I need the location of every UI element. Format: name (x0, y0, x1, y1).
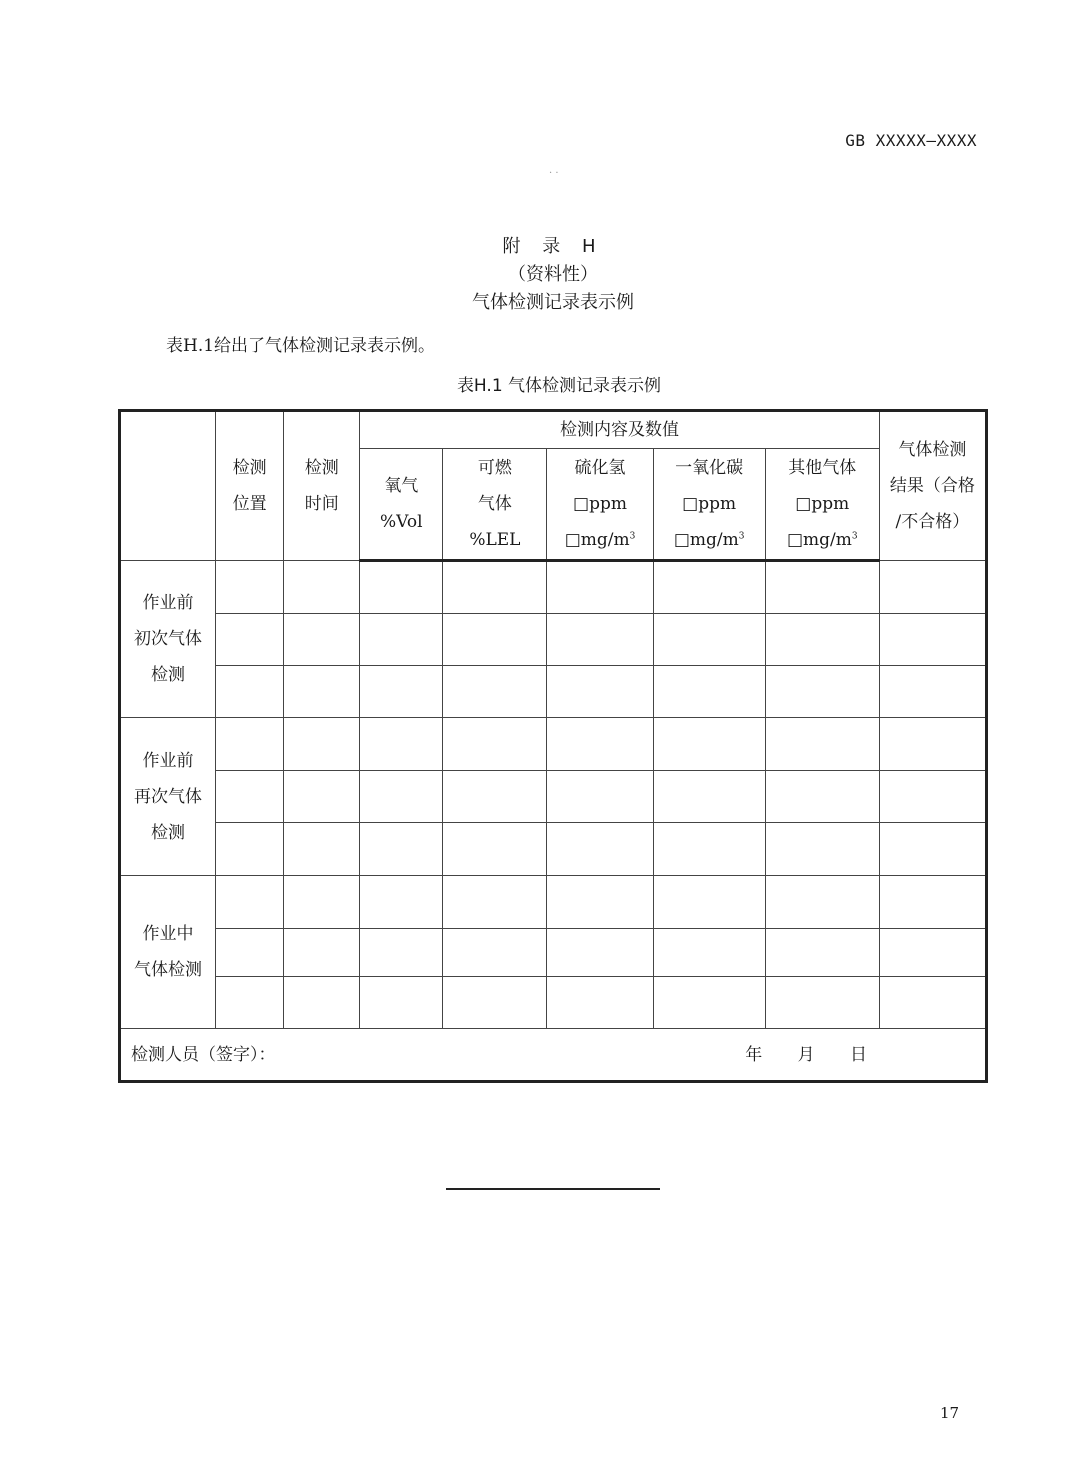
page-number: 17 (940, 1404, 960, 1422)
data-cell[interactable] (653, 929, 765, 977)
data-cell[interactable] (360, 666, 443, 718)
data-cell[interactable] (284, 718, 360, 771)
data-cell[interactable] (547, 771, 653, 823)
data-cell[interactable] (547, 561, 653, 614)
data-cell[interactable] (879, 561, 986, 614)
signature-cell[interactable] (120, 1029, 987, 1082)
data-cell[interactable] (765, 823, 879, 876)
data-cell[interactable] (765, 929, 879, 977)
data-cell[interactable] (360, 718, 443, 771)
data-cell[interactable] (547, 718, 653, 771)
data-cell[interactable] (284, 977, 360, 1029)
data-cell[interactable] (653, 823, 765, 876)
data-cell[interactable] (360, 929, 443, 977)
data-cell[interactable] (547, 823, 653, 876)
data-cell[interactable] (879, 929, 986, 977)
data-cell[interactable] (547, 614, 653, 666)
corner-cell (120, 411, 216, 561)
data-cell[interactable] (284, 666, 360, 718)
signature-label: 检测人员（签字）： (131, 1044, 276, 1065)
data-cell[interactable] (216, 614, 284, 666)
header-location: 检测 位置 (216, 411, 284, 561)
appendix-nature: （资料性） (508, 264, 598, 285)
data-cell[interactable] (765, 876, 879, 929)
intro-text: 表H.1给出了气体检测记录表示例。 (166, 336, 436, 356)
data-cell[interactable] (360, 876, 443, 929)
data-cell[interactable] (879, 876, 986, 929)
data-cell[interactable] (547, 666, 653, 718)
data-cell[interactable] (443, 823, 547, 876)
data-cell[interactable] (879, 977, 986, 1029)
date-day: 日 (850, 1044, 867, 1065)
data-cell[interactable] (765, 614, 879, 666)
data-cell[interactable] (653, 718, 765, 771)
data-cell[interactable] (547, 977, 653, 1029)
table-row (120, 666, 987, 718)
signature-row (120, 1029, 987, 1082)
table-row (120, 977, 987, 1029)
data-cell[interactable] (653, 977, 765, 1029)
data-cell[interactable] (765, 771, 879, 823)
data-cell[interactable] (216, 718, 284, 771)
data-cell[interactable] (443, 718, 547, 771)
data-cell[interactable] (284, 876, 360, 929)
data-cell[interactable] (547, 929, 653, 977)
data-cell[interactable] (443, 977, 547, 1029)
data-cell[interactable] (360, 977, 443, 1029)
gas-detection-record-table (118, 409, 988, 1083)
data-cell[interactable] (360, 614, 443, 666)
data-cell[interactable] (284, 614, 360, 666)
data-cell[interactable] (765, 977, 879, 1029)
data-cell[interactable] (216, 771, 284, 823)
data-cell[interactable] (653, 614, 765, 666)
data-cell[interactable] (216, 929, 284, 977)
data-cell[interactable] (879, 666, 986, 718)
table-row (120, 771, 987, 823)
data-cell[interactable] (443, 561, 547, 614)
header-other-gas: 其他气体 □ppm $□mg/m^3$ (765, 449, 879, 561)
data-cell[interactable] (284, 561, 360, 614)
table-row (120, 718, 987, 771)
header-oxygen: 氧气 %Vol (360, 449, 443, 561)
table-row (120, 561, 987, 614)
end-divider-line (446, 1188, 660, 1190)
data-cell[interactable] (360, 771, 443, 823)
table-row (120, 929, 987, 977)
data-cell[interactable] (360, 561, 443, 614)
appendix-title: 附 录 H (502, 236, 604, 257)
group-label-during: 作业中 气体检测 (120, 876, 216, 1029)
header-h2s: 硫化氢 □ppm $□mg/m^3$ (547, 449, 653, 561)
header-time: 检测 时间 (284, 411, 360, 561)
data-cell[interactable] (216, 823, 284, 876)
data-cell[interactable] (284, 929, 360, 977)
data-cell[interactable] (216, 666, 284, 718)
standard-code: GB XXXXX—XXXX (845, 131, 977, 150)
data-cell[interactable] (879, 718, 986, 771)
group-label-initial: 作业前 初次气体 检测 (120, 561, 216, 718)
date-month: 月 (797, 1044, 815, 1065)
header-combustible: 可燃 气体 %LEL (443, 449, 547, 561)
data-cell[interactable] (443, 614, 547, 666)
data-cell[interactable] (216, 977, 284, 1029)
data-cell[interactable] (653, 561, 765, 614)
data-cell[interactable] (216, 876, 284, 929)
data-cell[interactable] (765, 561, 879, 614)
data-cell[interactable] (443, 771, 547, 823)
data-cell[interactable] (547, 876, 653, 929)
group-label-repeat: 作业前 再次气体 检测 (120, 718, 216, 876)
data-cell[interactable] (360, 823, 443, 876)
appendix-name: 气体检测记录表示例 (472, 292, 634, 313)
data-cell[interactable] (653, 666, 765, 718)
table-caption: 表H.1 气体检测记录表示例 (456, 376, 662, 396)
data-cell[interactable] (653, 876, 765, 929)
table-row (120, 823, 987, 876)
header-marks: · · (549, 168, 559, 179)
data-cell[interactable] (879, 771, 986, 823)
data-cell[interactable] (653, 771, 765, 823)
data-cell[interactable] (765, 718, 879, 771)
data-cell[interactable] (443, 876, 547, 929)
header-content-group: 检测内容及数值 (360, 411, 880, 449)
data-cell[interactable] (443, 666, 547, 718)
data-cell[interactable] (765, 666, 879, 718)
data-cell[interactable] (216, 561, 284, 614)
data-cell[interactable] (879, 614, 986, 666)
table-row (120, 876, 987, 929)
data-cell[interactable] (284, 823, 360, 876)
data-cell[interactable] (879, 823, 986, 876)
date-year: 年 (745, 1044, 763, 1065)
data-cell[interactable] (443, 929, 547, 977)
data-cell[interactable] (284, 771, 360, 823)
table-row (120, 614, 987, 666)
header-co: 一氧化碳 □ppm $□mg/m^3$ (653, 449, 765, 561)
header-result: 气体检测 结果（合格 /不合格） (879, 411, 986, 561)
